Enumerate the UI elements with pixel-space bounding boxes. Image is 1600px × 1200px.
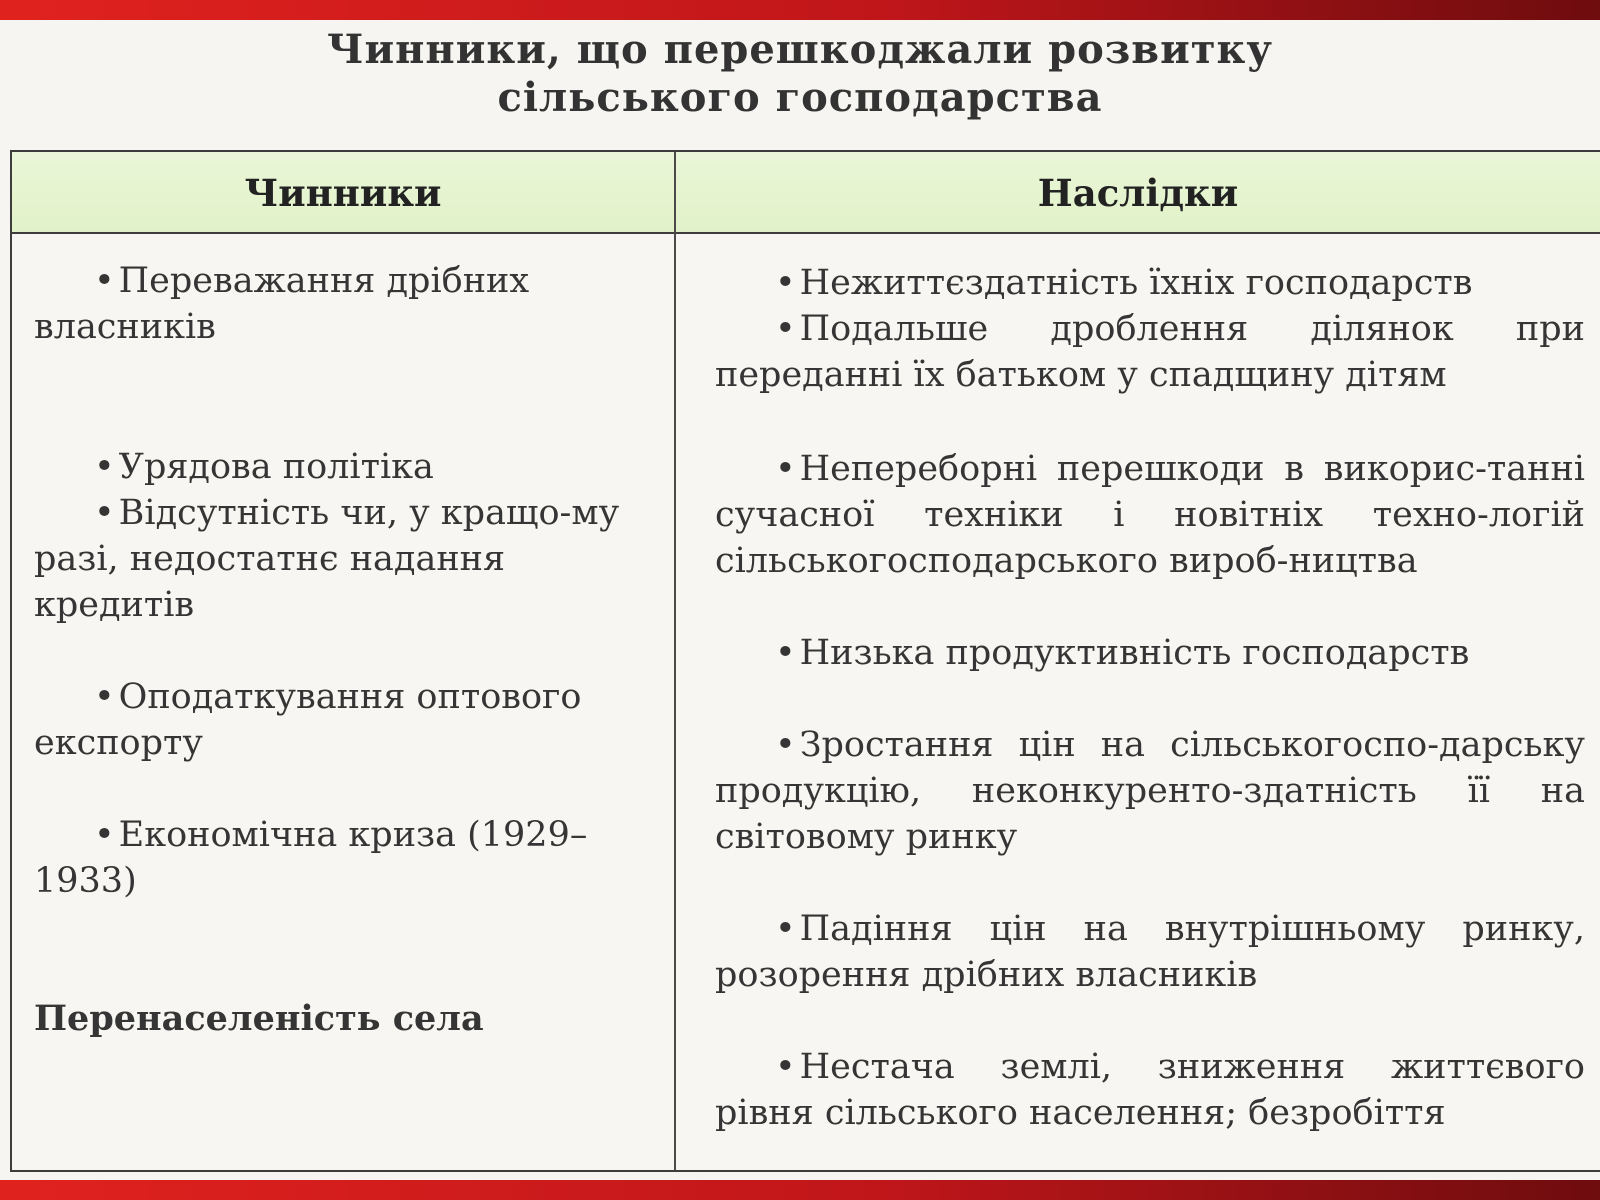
factor-item: • Оподаткування оптового експорту	[34, 674, 654, 766]
consequence-item: • Зростання цін на сільськогоспо-дарську продукцію, неконкуренто-здатність її на світовому ринку	[715, 722, 1585, 860]
factor-item-bold: Перенаселеність села	[34, 998, 484, 1039]
factors-consequences-table	[10, 150, 1600, 1172]
consequence-item: • Падіння цін на внутрішньому ринку, розорення дрібних власників	[715, 906, 1585, 998]
consequence-item: • Нестача землі, зниження життєвого рівня сільського населення; безробіття	[715, 1044, 1585, 1136]
title-line-1: Чинники, що перешкоджали розвитку	[326, 26, 1274, 73]
title-line-2: сільського господарства	[497, 74, 1103, 121]
bottom-accent-bar	[0, 1180, 1600, 1200]
header-consequences: Наслідки	[1037, 171, 1239, 215]
table-header-row	[12, 152, 1600, 234]
consequence-item: • Низька продуктивність господарств	[715, 630, 1585, 676]
consequence-item: • Подальше дроблення ділянок при переданні їх батьком у спадщину дітям	[715, 306, 1585, 398]
factor-item: • Економічна криза (1929–1933)	[34, 812, 654, 904]
top-accent-bar	[0, 0, 1600, 20]
header-factors: Чинники	[244, 171, 442, 215]
factor-item: • Переважання дрібних власників	[34, 258, 654, 350]
factor-item: • Відсутність чи, у кращо-му разі, недостатнє надання кредитів	[34, 490, 654, 628]
consequence-item: • Нежиттєздатність їхніх господарств	[715, 260, 1585, 306]
consequence-item: • Непереборні перешкоди в викорис-танні сучасної техніки і новітніх техно-логій сільськогосподарського вироб-ництва	[715, 446, 1585, 584]
column-divider	[674, 152, 676, 1170]
page-title	[0, 26, 1600, 122]
factor-item: • Урядова політіка	[34, 444, 654, 490]
